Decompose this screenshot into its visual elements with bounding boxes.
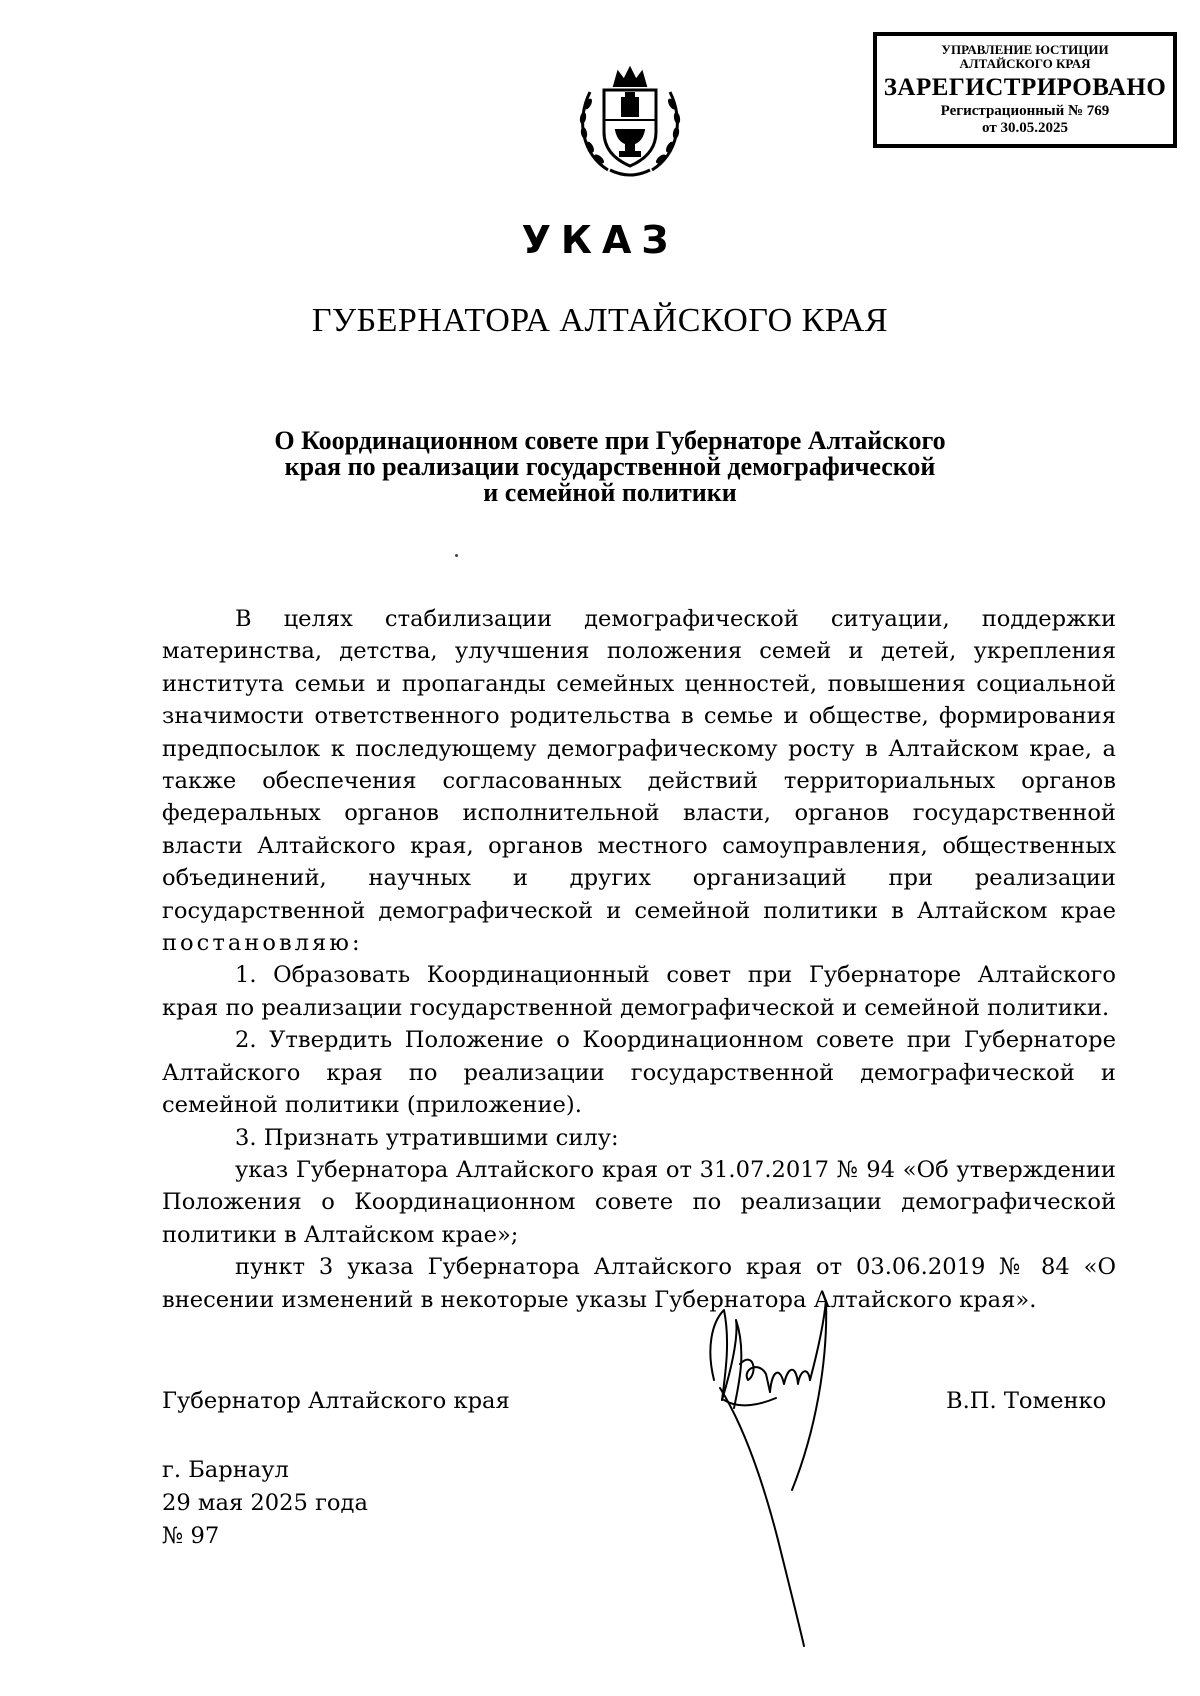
issuer-title: ГУБЕРНАТОРА АЛТАЙСКОГО КРАЯ [311, 302, 889, 339]
handwritten-signature [700, 1300, 860, 1650]
stamp-org-line2: АЛТАЙСКОГО КРАЯ [959, 56, 1091, 72]
decree-word: постановляю: [162, 930, 363, 957]
decree-date: 29 мая 2025 года [162, 1490, 368, 1516]
signatory-name: В.П. Томенко [946, 1388, 1107, 1414]
doc-type-title: УКАЗ [521, 218, 679, 262]
subject-line: края по реализации государственной демографической [284, 452, 936, 481]
registration-stamp [873, 32, 1177, 148]
preamble-text: В целях стабилизации демографической ситуации, поддержки материнства, детства, улучшения положения семей и детей, укрепления института семьи и пропаганды семейных ценностей, повышения социальной значимости ответственного родительства в семье и обществе, формирования предпосылок к последующему демографическому росту в Алтайском крае, а также обеспечения согласованных действий территориальных органов федеральных органов исполнительной власти, органов государственной власти Алтайского края, органов местного самоуправления, общественных объединений, научных и других организаций при реализации государственной демографической и семейной политики в Алтайском крае [162, 606, 1116, 924]
item-1: 1. Образовать Координационный совет при Губернаторе Алтайского края по реализации государственной демографической и семейной политики. [162, 962, 1116, 1021]
signatory-role: Губернатор Алтайского края [162, 1388, 510, 1414]
subject-line: О Координационном совете при Губернаторе Алтайского [274, 426, 946, 455]
stamp-reg-date: от 30.05.2025 [982, 119, 1068, 136]
doc-body [162, 603, 1116, 1316]
doc-subject [230, 428, 990, 506]
preamble-paragraph [162, 603, 1116, 959]
item-3b: пункт 3 указа Губернатора Алтайского края от 03.06.2019 № 84 «О внесении изменений в некоторые указы Губернатора Алтайского края». [162, 1254, 1116, 1313]
stamp-status: ЗАРЕГИСТРИРОВАНО [883, 73, 1167, 101]
decree-number: № 97 [162, 1523, 220, 1549]
subject-line: и семейной политики [483, 478, 737, 507]
item-3: 3. Признать утратившими силу: [235, 1124, 619, 1151]
city: г. Барнаул [162, 1457, 289, 1483]
item-2: 2. Утвердить Положение о Координационном совете при Губернаторе Алтайского края по реализации государственной демографической и семейной политики (приложение). [162, 1027, 1116, 1119]
coat-of-arms-icon [568, 58, 692, 182]
stamp-reg-number: Регистрационный № 769 [940, 103, 1110, 120]
item-3a: указ Губернатора Алтайского края от 31.07.2017 № 94 «Об утверждении Положения о Координационном совете по реализации демографической политики в Алтайском крае»; [162, 1156, 1116, 1248]
scan-speck [455, 554, 458, 557]
stamp-org-line1: УПРАВЛЕНИЕ ЮСТИЦИИ [941, 42, 1109, 57]
place-date-number [162, 1454, 368, 1553]
